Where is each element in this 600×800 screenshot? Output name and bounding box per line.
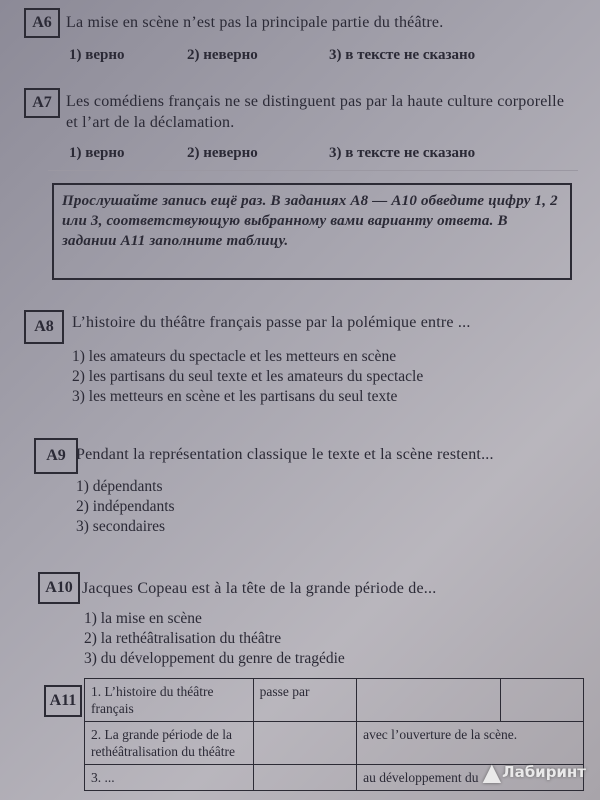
task-label: A9 [34,438,78,474]
option-3[interactable]: 3) secondaires [76,518,166,535]
task-label-a11: A11 [44,685,82,717]
task-question: L’histoire du théâtre français passe par la polémique entre ... [72,314,471,331]
table-cell: 1. L’histoire du théâtre français [85,679,254,722]
labyrinth-logo-icon: ▲ [482,758,502,786]
answer-options [24,477,589,537]
watermark-text: Лабиринт [502,763,586,781]
task-a9 [24,438,589,537]
table-cell: passe par [253,679,356,722]
answer-options [24,347,589,407]
table-cell: avec l’ouverture de la scène. [357,722,584,765]
task-label: A10 [38,572,80,604]
answer-options [24,145,589,162]
task-question: Les comédiens français ne se distinguent pas par la haute culture corporelle et l’art de la déclamation. [66,93,565,131]
task-label: A7 [24,88,60,118]
table-cell: au développement du [357,765,584,791]
table-cell: 2. La grande période de la rethéâtralisation du théâtre [85,722,254,765]
instruction-box: Прослушайте запись ещё раз. В заданиях А8 — А10 обведите цифру 1, 2 или 3, соответствующую выбранному вами варианту ответа. В задании А11 заполните таблицу. [52,183,572,280]
option-2[interactable]: 2) неверно [187,47,258,63]
task-label: A8 [24,310,64,344]
table-row [85,679,584,722]
table-cell: 3. ... [85,765,254,791]
answer-options [24,609,589,669]
watermark-logo [483,758,586,786]
task-a8 [24,310,589,407]
option-1[interactable]: 1) верно [69,47,125,63]
task-question: Pendant la représentation classique le texte et la scène restent... [76,446,494,463]
option-2[interactable]: 2) la rethéâtralisation du théâtre [84,630,282,647]
table-cell-empty[interactable] [357,679,501,722]
option-1[interactable]: 1) la mise en scène [84,610,202,627]
table-cell-empty[interactable] [253,722,356,765]
option-1[interactable]: 1) верно [69,145,125,161]
table-cell-empty[interactable] [253,765,356,791]
option-2[interactable]: 2) les partisans du seul texte et les amateurs du spectacle [72,368,424,385]
option-2[interactable]: 2) неверно [187,145,258,161]
task-a10 [24,572,589,669]
option-3[interactable]: 3) в тексте не сказано [329,47,476,63]
option-2[interactable]: 2) indépendants [76,498,175,515]
option-3[interactable]: 3) в тексте не сказано [329,145,476,161]
table-cell-empty[interactable] [500,679,583,722]
task-label: A6 [24,8,60,38]
task-a6 [24,8,589,64]
task-question: La mise en scène n’est pas la principale partie du théâtre. [66,14,444,31]
option-1[interactable]: 1) dépendants [76,478,163,495]
option-1[interactable]: 1) les amateurs du spectacle et les metteurs en scène [72,348,397,365]
option-3[interactable]: 3) les metteurs en scène et les partisans du seul texte [72,388,398,405]
task-question: Jacques Copeau est à la tête de la grande période de... [82,580,437,597]
task-a7 [24,88,589,162]
divider [48,170,578,171]
option-3[interactable]: 3) du développement du genre de tragédie [84,650,345,667]
answer-options [24,47,589,64]
